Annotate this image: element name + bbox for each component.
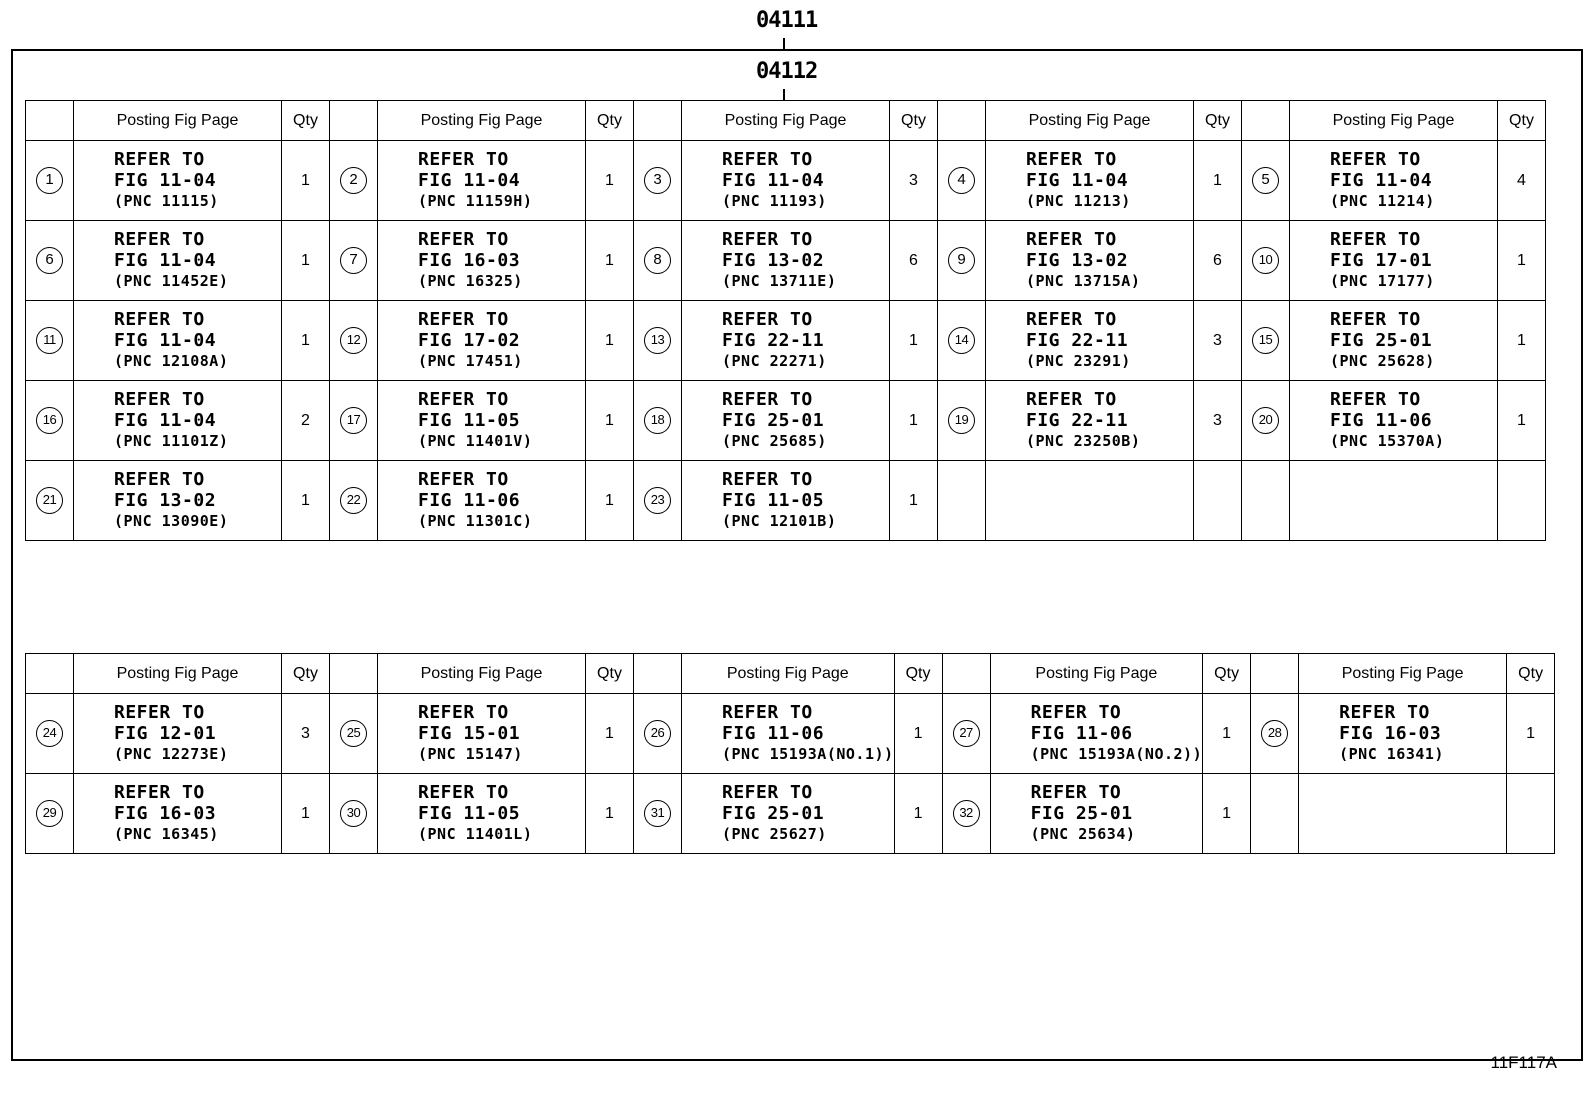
header-qty: Qty bbox=[1507, 654, 1555, 694]
item-number-cell bbox=[634, 694, 682, 774]
header-number-cell bbox=[634, 654, 682, 694]
fig-page-ref: FIG 11-05 bbox=[418, 803, 521, 824]
pnc-code: (PNC 11301C) bbox=[418, 512, 533, 530]
item-number-cell bbox=[330, 221, 378, 301]
posting-fig-page-cell bbox=[378, 141, 586, 221]
posting-fig-page-cell bbox=[74, 141, 282, 221]
pnc-code: (PNC 23250B) bbox=[1026, 432, 1141, 450]
item-number-badge: 27 bbox=[953, 720, 980, 747]
item-number-cell bbox=[938, 381, 986, 461]
illustration-id: 11F117A bbox=[1490, 1053, 1557, 1072]
posting-fig-page-cell bbox=[682, 774, 895, 854]
posting-fig-page-cell bbox=[1290, 301, 1498, 381]
header-number-cell bbox=[942, 654, 990, 694]
refer-to-text: REFER TO bbox=[1330, 229, 1421, 250]
qty-cell: 1 bbox=[1194, 141, 1242, 221]
item-number-badge: 19 bbox=[948, 407, 975, 434]
refer-to-text: REFER TO bbox=[1330, 309, 1421, 330]
posting-fig-page-cell bbox=[682, 301, 890, 381]
posting-fig-page-cell bbox=[74, 774, 282, 854]
item-number-cell bbox=[26, 774, 74, 854]
qty-cell bbox=[1507, 774, 1555, 854]
item-number-cell bbox=[26, 381, 74, 461]
header-qty: Qty bbox=[586, 101, 634, 141]
posting-fig-page-cell bbox=[74, 694, 282, 774]
item-number-cell bbox=[938, 221, 986, 301]
header-posting-fig-page: Posting Fig Page bbox=[990, 654, 1203, 694]
posting-fig-page-cell bbox=[1290, 381, 1498, 461]
pnc-code: (PNC 16325) bbox=[418, 272, 523, 290]
refer-to-text: REFER TO bbox=[1330, 149, 1421, 170]
qty-cell: 1 bbox=[586, 694, 634, 774]
fig-page-ref: FIG 25-01 bbox=[1030, 803, 1133, 824]
refer-to-text: REFER TO bbox=[722, 702, 813, 723]
item-number-cell bbox=[330, 694, 378, 774]
item-number-cell bbox=[1242, 301, 1290, 381]
subassembly-code: 04112 bbox=[756, 59, 818, 84]
posting-fig-page-cell bbox=[986, 461, 1194, 541]
pnc-code: (PNC 13715A) bbox=[1026, 272, 1141, 290]
qty-cell: 1 bbox=[282, 301, 330, 381]
posting-fig-page-cell bbox=[986, 141, 1194, 221]
header-posting-fig-page: Posting Fig Page bbox=[682, 654, 895, 694]
table-row bbox=[26, 381, 1546, 461]
refer-to-text: REFER TO bbox=[418, 149, 509, 170]
fig-page-ref: FIG 22-11 bbox=[722, 330, 825, 351]
posting-fig-page-cell bbox=[682, 381, 890, 461]
qty-cell: 1 bbox=[1203, 694, 1251, 774]
item-number-cell bbox=[1242, 221, 1290, 301]
posting-fig-page-cell bbox=[74, 301, 282, 381]
pnc-code: (PNC 25628) bbox=[1330, 352, 1435, 370]
item-number-badge: 6 bbox=[36, 247, 63, 274]
qty-cell: 1 bbox=[586, 461, 634, 541]
item-number-cell bbox=[26, 694, 74, 774]
refer-to-text: REFER TO bbox=[722, 309, 813, 330]
item-number-cell bbox=[1242, 381, 1290, 461]
refer-to-text: REFER TO bbox=[722, 149, 813, 170]
refer-to-text: REFER TO bbox=[1030, 702, 1122, 723]
item-number-cell bbox=[942, 774, 990, 854]
item-number-badge: 28 bbox=[1261, 720, 1288, 747]
item-number-cell bbox=[330, 301, 378, 381]
pnc-code: (PNC 12273E) bbox=[114, 745, 229, 763]
item-number-cell bbox=[26, 141, 74, 221]
header-qty: Qty bbox=[1203, 654, 1251, 694]
pnc-code: (PNC 25634) bbox=[1030, 825, 1136, 843]
qty-cell: 3 bbox=[1194, 381, 1242, 461]
header-posting-fig-page: Posting Fig Page bbox=[1290, 101, 1498, 141]
pnc-code: (PNC 15370A) bbox=[1330, 432, 1445, 450]
qty-cell: 1 bbox=[586, 301, 634, 381]
item-number-badge: 12 bbox=[340, 327, 367, 354]
item-number-badge: 3 bbox=[644, 167, 671, 194]
item-number-badge: 2 bbox=[340, 167, 367, 194]
posting-fig-page-cell bbox=[74, 221, 282, 301]
item-number-cell bbox=[938, 461, 986, 541]
header-posting-fig-page: Posting Fig Page bbox=[682, 101, 890, 141]
fig-page-ref: FIG 11-05 bbox=[722, 490, 825, 511]
posting-fig-page-cell bbox=[378, 221, 586, 301]
refer-to-text: REFER TO bbox=[418, 469, 509, 490]
item-number-badge: 15 bbox=[1252, 327, 1279, 354]
item-number-cell bbox=[26, 301, 74, 381]
qty-cell: 3 bbox=[1194, 301, 1242, 381]
fig-page-ref: FIG 11-06 bbox=[1330, 410, 1433, 431]
header-number-cell bbox=[1251, 654, 1299, 694]
posting-fig-page-cell bbox=[378, 381, 586, 461]
item-number-badge: 26 bbox=[644, 720, 671, 747]
item-number-cell bbox=[26, 461, 74, 541]
table-row bbox=[26, 774, 1555, 854]
header-posting-fig-page: Posting Fig Page bbox=[378, 101, 586, 141]
item-number-badge: 18 bbox=[644, 407, 671, 434]
refer-to-text: REFER TO bbox=[722, 782, 813, 803]
header-qty: Qty bbox=[1498, 101, 1546, 141]
qty-cell: 1 bbox=[282, 141, 330, 221]
qty-cell: 1 bbox=[586, 381, 634, 461]
refer-to-text: REFER TO bbox=[722, 389, 813, 410]
refer-to-text: REFER TO bbox=[722, 229, 813, 250]
pnc-code: (PNC 16341) bbox=[1339, 745, 1444, 763]
qty-cell: 1 bbox=[890, 461, 938, 541]
posting-fig-page-cell bbox=[378, 774, 586, 854]
item-number-badge: 22 bbox=[340, 487, 367, 514]
item-number-cell bbox=[330, 381, 378, 461]
fig-page-ref: FIG 13-02 bbox=[114, 490, 217, 511]
header-posting-fig-page: Posting Fig Page bbox=[74, 101, 282, 141]
item-number-cell bbox=[330, 774, 378, 854]
qty-cell: 1 bbox=[894, 774, 942, 854]
item-number-cell bbox=[1251, 774, 1299, 854]
pnc-code: (PNC 13711E) bbox=[722, 272, 837, 290]
item-number-cell bbox=[938, 141, 986, 221]
refer-to-text: REFER TO bbox=[114, 229, 205, 250]
posting-fig-page-cell bbox=[378, 694, 586, 774]
fig-page-ref: FIG 16-03 bbox=[1339, 723, 1442, 744]
assembly-code: 04111 bbox=[756, 8, 818, 33]
qty-cell: 4 bbox=[1498, 141, 1546, 221]
fig-page-ref: FIG 17-02 bbox=[418, 330, 521, 351]
refer-to-text: REFER TO bbox=[1026, 149, 1117, 170]
qty-cell: 6 bbox=[1194, 221, 1242, 301]
item-number-cell bbox=[1242, 141, 1290, 221]
posting-fig-page-cell bbox=[682, 461, 890, 541]
qty-cell: 1 bbox=[1507, 694, 1555, 774]
item-number-badge: 13 bbox=[644, 327, 671, 354]
qty-cell: 1 bbox=[282, 221, 330, 301]
header-number-cell bbox=[634, 101, 682, 141]
header-number-cell bbox=[26, 654, 74, 694]
posting-fig-page-cell bbox=[990, 774, 1203, 854]
header-number-cell bbox=[330, 654, 378, 694]
header-posting-fig-page: Posting Fig Page bbox=[378, 654, 586, 694]
item-number-badge: 20 bbox=[1252, 407, 1279, 434]
item-number-cell bbox=[1251, 694, 1299, 774]
pnc-code: (PNC 11193) bbox=[722, 192, 827, 210]
qty-cell bbox=[1498, 461, 1546, 541]
pnc-code: (PNC 11213) bbox=[1026, 192, 1131, 210]
fig-page-ref: FIG 11-04 bbox=[114, 330, 217, 351]
item-number-cell bbox=[634, 774, 682, 854]
refer-to-text: REFER TO bbox=[114, 389, 205, 410]
posting-fig-page-cell bbox=[378, 301, 586, 381]
pnc-code: (PNC 11452E) bbox=[114, 272, 229, 290]
qty-cell: 1 bbox=[1498, 381, 1546, 461]
fig-page-ref: FIG 11-04 bbox=[114, 250, 217, 271]
qty-cell: 1 bbox=[282, 774, 330, 854]
item-number-cell bbox=[634, 221, 682, 301]
fig-page-ref: FIG 11-04 bbox=[722, 170, 825, 191]
posting-fig-page-cell bbox=[682, 141, 890, 221]
qty-cell: 1 bbox=[586, 141, 634, 221]
header-number-cell bbox=[26, 101, 74, 141]
qty-cell: 1 bbox=[586, 221, 634, 301]
item-number-badge: 16 bbox=[36, 407, 63, 434]
pnc-code: (PNC 15193A(NO.1)) bbox=[722, 745, 894, 763]
qty-cell: 1 bbox=[894, 694, 942, 774]
fig-page-ref: FIG 11-06 bbox=[418, 490, 521, 511]
pnc-code: (PNC 11401L) bbox=[418, 825, 533, 843]
posting-fig-page-cell bbox=[74, 381, 282, 461]
item-number-badge: 23 bbox=[644, 487, 671, 514]
qty-cell: 1 bbox=[1498, 221, 1546, 301]
refer-to-text: REFER TO bbox=[114, 782, 205, 803]
pnc-code: (PNC 13090E) bbox=[114, 512, 229, 530]
fig-page-ref: FIG 11-04 bbox=[418, 170, 521, 191]
posting-fig-page-cell bbox=[1290, 461, 1498, 541]
item-number-badge: 8 bbox=[644, 247, 671, 274]
item-number-badge: 17 bbox=[340, 407, 367, 434]
qty-cell: 1 bbox=[1203, 774, 1251, 854]
qty-cell: 3 bbox=[282, 694, 330, 774]
refer-to-text: REFER TO bbox=[418, 782, 509, 803]
posting-fig-page-cell bbox=[1290, 141, 1498, 221]
item-number-cell bbox=[942, 694, 990, 774]
refer-to-text: REFER TO bbox=[418, 229, 509, 250]
pnc-code: (PNC 12108A) bbox=[114, 352, 229, 370]
posting-fig-page-cell bbox=[378, 461, 586, 541]
pnc-code: (PNC 11101Z) bbox=[114, 432, 229, 450]
item-number-cell bbox=[26, 221, 74, 301]
refer-to-text: REFER TO bbox=[418, 389, 509, 410]
item-number-cell bbox=[634, 461, 682, 541]
qty-cell: 1 bbox=[1498, 301, 1546, 381]
qty-cell: 1 bbox=[586, 774, 634, 854]
refer-to-text: REFER TO bbox=[1026, 229, 1117, 250]
posting-fig-page-cell bbox=[682, 694, 895, 774]
table-header-row bbox=[26, 654, 1555, 694]
table-row bbox=[26, 301, 1546, 381]
pnc-code: (PNC 16345) bbox=[114, 825, 219, 843]
item-number-badge: 5 bbox=[1252, 167, 1279, 194]
posting-fig-page-cell bbox=[74, 461, 282, 541]
header-number-cell bbox=[330, 101, 378, 141]
assembly-leader-line bbox=[783, 38, 785, 49]
pnc-code: (PNC 11115) bbox=[114, 192, 219, 210]
posting-fig-page-cell bbox=[986, 221, 1194, 301]
item-number-badge: 25 bbox=[340, 720, 367, 747]
item-number-cell bbox=[634, 381, 682, 461]
pnc-code: (PNC 15147) bbox=[418, 745, 523, 763]
refer-to-text: REFER TO bbox=[114, 149, 205, 170]
item-number-badge: 7 bbox=[340, 247, 367, 274]
table-row bbox=[26, 461, 1546, 541]
refer-to-text: REFER TO bbox=[418, 702, 509, 723]
item-number-badge: 11 bbox=[36, 327, 63, 354]
item-number-badge: 10 bbox=[1252, 247, 1279, 274]
item-number-badge: 21 bbox=[36, 487, 63, 514]
refer-to-text: REFER TO bbox=[114, 309, 205, 330]
subassembly-leader-line bbox=[783, 89, 785, 100]
pnc-code: (PNC 23291) bbox=[1026, 352, 1131, 370]
pnc-code: (PNC 17177) bbox=[1330, 272, 1435, 290]
posting-fig-page-cell bbox=[1299, 694, 1507, 774]
fig-page-ref: FIG 16-03 bbox=[114, 803, 217, 824]
item-number-badge: 29 bbox=[36, 800, 63, 827]
pnc-code: (PNC 22271) bbox=[722, 352, 827, 370]
table-header-row bbox=[26, 101, 1546, 141]
qty-cell: 1 bbox=[890, 301, 938, 381]
pnc-code: (PNC 25627) bbox=[722, 825, 827, 843]
fig-page-ref: FIG 11-04 bbox=[1330, 170, 1433, 191]
header-number-cell bbox=[938, 101, 986, 141]
fig-page-ref: FIG 12-01 bbox=[114, 723, 217, 744]
item-number-badge: 9 bbox=[948, 247, 975, 274]
item-number-cell bbox=[330, 461, 378, 541]
refer-to-text: REFER TO bbox=[1030, 782, 1122, 803]
item-number-badge: 1 bbox=[36, 167, 63, 194]
header-qty: Qty bbox=[282, 101, 330, 141]
fig-page-ref: FIG 22-11 bbox=[1026, 330, 1129, 351]
header-qty: Qty bbox=[890, 101, 938, 141]
refer-to-text: REFER TO bbox=[114, 702, 205, 723]
reference-table-2 bbox=[25, 653, 1555, 854]
item-number-cell bbox=[938, 301, 986, 381]
refer-to-text: REFER TO bbox=[1330, 389, 1421, 410]
table-row bbox=[26, 141, 1546, 221]
fig-page-ref: FIG 15-01 bbox=[418, 723, 521, 744]
qty-cell: 2 bbox=[282, 381, 330, 461]
pnc-code: (PNC 11401V) bbox=[418, 432, 533, 450]
header-number-cell bbox=[1242, 101, 1290, 141]
posting-fig-page-cell bbox=[986, 381, 1194, 461]
item-number-badge: 32 bbox=[953, 800, 980, 827]
fig-page-ref: FIG 11-04 bbox=[114, 410, 217, 431]
fig-page-ref: FIG 13-02 bbox=[1026, 250, 1129, 271]
posting-fig-page-cell bbox=[986, 301, 1194, 381]
refer-to-text: REFER TO bbox=[1026, 389, 1117, 410]
refer-to-text: REFER TO bbox=[1339, 702, 1430, 723]
fig-page-ref: FIG 13-02 bbox=[722, 250, 825, 271]
pnc-code: (PNC 12101B) bbox=[722, 512, 837, 530]
fig-page-ref: FIG 16-03 bbox=[418, 250, 521, 271]
refer-to-text: REFER TO bbox=[1026, 309, 1117, 330]
fig-page-ref: FIG 11-06 bbox=[1030, 723, 1133, 744]
posting-fig-page-cell bbox=[1290, 221, 1498, 301]
refer-to-text: REFER TO bbox=[722, 469, 813, 490]
fig-page-ref: FIG 22-11 bbox=[1026, 410, 1129, 431]
header-posting-fig-page: Posting Fig Page bbox=[986, 101, 1194, 141]
pnc-code: (PNC 15193A(NO.2)) bbox=[1030, 745, 1203, 763]
refer-to-text: REFER TO bbox=[114, 469, 205, 490]
pnc-code: (PNC 11214) bbox=[1330, 192, 1435, 210]
table-row bbox=[26, 221, 1546, 301]
header-qty: Qty bbox=[282, 654, 330, 694]
header-posting-fig-page: Posting Fig Page bbox=[74, 654, 282, 694]
qty-cell: 6 bbox=[890, 221, 938, 301]
fig-page-ref: FIG 25-01 bbox=[1330, 330, 1433, 351]
item-number-cell bbox=[634, 301, 682, 381]
item-number-cell bbox=[1242, 461, 1290, 541]
fig-page-ref: FIG 11-04 bbox=[1026, 170, 1129, 191]
header-qty: Qty bbox=[1194, 101, 1242, 141]
qty-cell bbox=[1194, 461, 1242, 541]
fig-page-ref: FIG 17-01 bbox=[1330, 250, 1433, 271]
fig-page-ref: FIG 25-01 bbox=[722, 410, 825, 431]
refer-to-text: REFER TO bbox=[418, 309, 509, 330]
header-posting-fig-page: Posting Fig Page bbox=[1299, 654, 1507, 694]
posting-fig-page-cell bbox=[682, 221, 890, 301]
table-row bbox=[26, 694, 1555, 774]
header-qty: Qty bbox=[894, 654, 942, 694]
pnc-code: (PNC 25685) bbox=[722, 432, 827, 450]
item-number-cell bbox=[634, 141, 682, 221]
reference-table-1 bbox=[25, 100, 1546, 541]
item-number-badge: 24 bbox=[36, 720, 63, 747]
pnc-code: (PNC 11159H) bbox=[418, 192, 533, 210]
item-number-badge: 30 bbox=[340, 800, 367, 827]
pnc-code: (PNC 17451) bbox=[418, 352, 523, 370]
posting-fig-page-cell bbox=[1299, 774, 1507, 854]
item-number-badge: 14 bbox=[948, 327, 975, 354]
qty-cell: 1 bbox=[890, 381, 938, 461]
qty-cell: 1 bbox=[282, 461, 330, 541]
fig-page-ref: FIG 11-06 bbox=[722, 723, 825, 744]
qty-cell: 3 bbox=[890, 141, 938, 221]
item-number-cell bbox=[330, 141, 378, 221]
fig-page-ref: FIG 25-01 bbox=[722, 803, 825, 824]
item-number-badge: 31 bbox=[644, 800, 671, 827]
fig-page-ref: FIG 11-05 bbox=[418, 410, 521, 431]
fig-page-ref: FIG 11-04 bbox=[114, 170, 217, 191]
item-number-badge: 4 bbox=[948, 167, 975, 194]
posting-fig-page-cell bbox=[990, 694, 1203, 774]
header-qty: Qty bbox=[586, 654, 634, 694]
